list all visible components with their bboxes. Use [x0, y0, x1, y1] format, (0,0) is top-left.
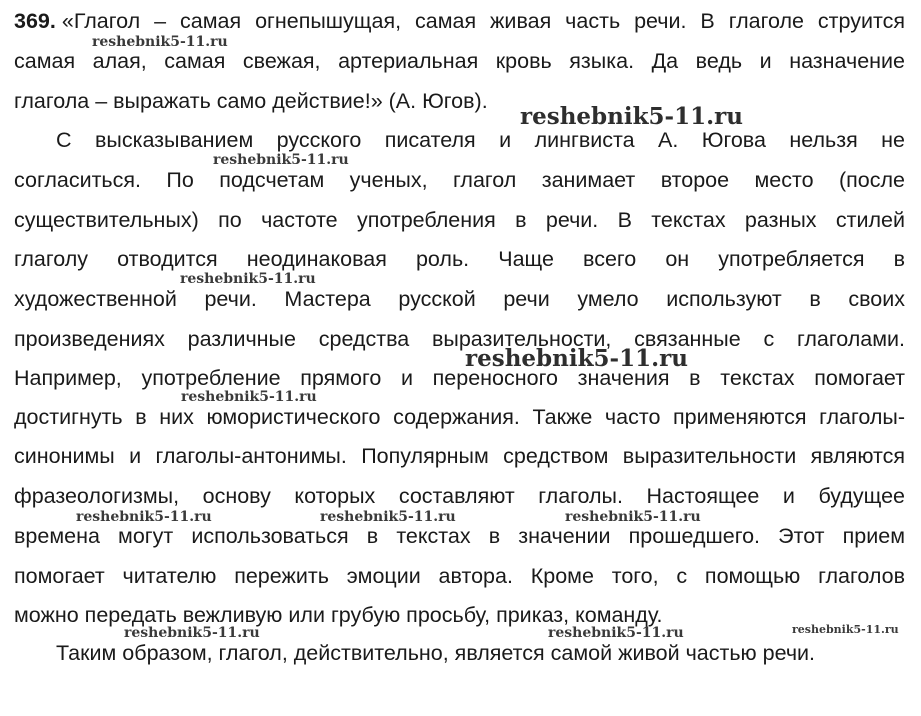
- text-line: синонимы и глаголы-антонимы. Популярным средством выразительности являются: [14, 444, 905, 468]
- watermark: reshebnik5-11.ru: [792, 623, 899, 636]
- text-line: самая алая, самая свежая, артериальная кровь языка. Да ведь и назначение: [14, 49, 905, 73]
- exercise-number: 369.: [14, 9, 56, 33]
- watermark: reshebnik5-11.ru: [548, 625, 684, 641]
- text-line: произведениях различные средства выразительности, связанные с глаголами.: [14, 327, 905, 351]
- text-line: помогает читателю пережить эмоции автора. Кроме того, с помощью глаголов: [14, 564, 905, 588]
- text-line: согласиться. По подсчетам ученых, глагол занимает второе место (после: [14, 168, 905, 192]
- text-line: Например, употребление прямого и переносного значения в текстах помогает: [14, 366, 905, 390]
- watermark: reshebnik5-11.ru: [181, 389, 317, 405]
- text-line: существительных) по частоте употребления в речи. В текстах разных стилей: [14, 208, 905, 232]
- watermark: reshebnik5-11.ru: [465, 345, 688, 372]
- text-line: времена могут использоваться в текстах в значении прошедшего. Этот прием: [14, 524, 905, 548]
- text-line: глагола – выражать само действие!» (А. Югов).: [14, 89, 488, 113]
- watermark: reshebnik5-11.ru: [92, 34, 228, 50]
- text-line: фразеологизмы, основу которых составляют глаголы. Настоящее и будущее: [14, 484, 905, 508]
- watermark: reshebnik5-11.ru: [520, 103, 743, 130]
- watermark: reshebnik5-11.ru: [565, 509, 701, 525]
- text-line: глаголу отводится неодинаковая роль. Чаще всего он употребляется в: [14, 247, 905, 271]
- text-line: достигнуть в них юмористического содержания. Также часто применяются глаголы-: [14, 405, 905, 429]
- text-line: Таким образом, глагол, действительно, является самой живой частью речи.: [56, 641, 816, 665]
- text-line: художественной речи. Мастера русской речи умело используют в своих: [14, 287, 905, 311]
- text-line: 369. «Глагол – самая огнепышущая, самая живая часть речи. В глаголе струится: [14, 9, 905, 33]
- watermark: reshebnik5-11.ru: [180, 271, 316, 287]
- watermark: reshebnik5-11.ru: [76, 509, 212, 525]
- watermark: reshebnik5-11.ru: [320, 509, 456, 525]
- watermark: reshebnik5-11.ru: [124, 625, 260, 641]
- text-line: С высказыванием русского писателя и лингвиста А. Югова нельзя не: [56, 128, 905, 152]
- watermark: reshebnik5-11.ru: [213, 152, 349, 168]
- text-line: можно передать вежливую или грубую просьбу, приказ, команду.: [14, 603, 663, 627]
